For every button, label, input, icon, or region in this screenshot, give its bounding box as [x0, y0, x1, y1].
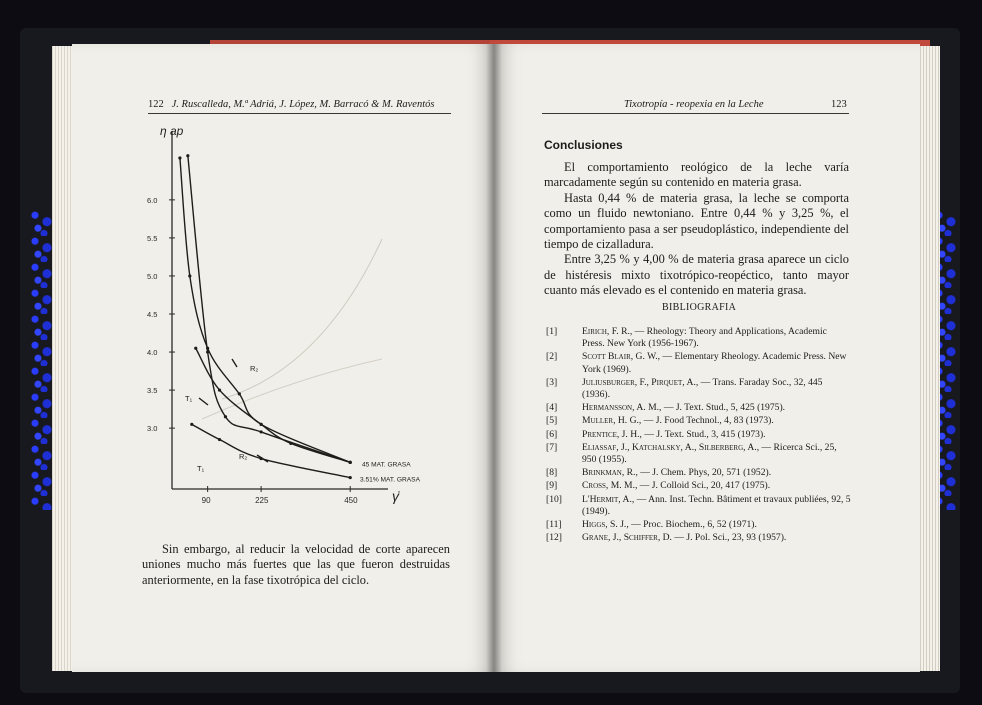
- reference-number: [1]: [546, 326, 558, 337]
- paragraph: Hasta 0,44 % de materia grasa, la leche se comporta como un fluido newtoniano. Entre 0,44 % y 3,25 %, el comportamiento pasa a ser pseudoplástico, independiente del tiempo de cizalladura.: [544, 190, 849, 252]
- reference-authors: Eliassaf, J., Katchalsky, A., Silberberg, A.,: [582, 441, 760, 453]
- caption-text: Sin embargo, al reducir la velocidad de corte aparecen uniones mucho más fuertes que las que fueron destruidas anteriormente, en la fase tixotrópica del ciclo.: [142, 542, 450, 587]
- direction-arrow: [232, 359, 237, 367]
- data-point: [260, 430, 263, 433]
- x-axis-label: γ̇: [392, 488, 399, 504]
- page-stack-right: [918, 46, 940, 671]
- reference-item: [546, 480, 851, 492]
- y-tick-label: 3.0: [147, 424, 158, 434]
- reference-authors: Hermansson, A. M.,: [582, 402, 662, 414]
- reference-authors: Cross, M. M.,: [582, 480, 638, 492]
- y-tick-label: 4.0: [147, 348, 158, 358]
- data-point: [194, 347, 197, 350]
- annotation-label: 3.51% MAT. GRASA: [360, 476, 420, 484]
- annotation-label: T₁: [185, 394, 193, 403]
- reference-number: [11]: [546, 519, 562, 531]
- show-through-line: [202, 359, 382, 419]
- reference-item: [546, 467, 851, 479]
- left-page-number: 122: [148, 99, 164, 110]
- y-tick-label: 5.5: [147, 233, 158, 243]
- right-page-number: 123: [831, 99, 847, 110]
- data-point: [349, 476, 352, 479]
- y-tick-label: 6.0: [147, 195, 158, 205]
- conclusions-text: [544, 160, 849, 299]
- reference-number: [4]: [546, 402, 558, 414]
- reference-authors: Prentice, J. H.,: [582, 428, 642, 440]
- left-running-head: [148, 99, 434, 110]
- reference-number: [12]: [546, 532, 562, 544]
- data-point: [289, 442, 292, 445]
- reference-item: [546, 429, 851, 441]
- annotation-label: 45 MAT. GRASA: [362, 461, 411, 469]
- right-head-rule: [542, 113, 849, 114]
- viscosity-chart: [142, 119, 442, 539]
- reference-item: [546, 402, 851, 414]
- reference-authors: L'Hermit, A.,: [582, 493, 635, 505]
- reference-item: [546, 415, 851, 427]
- reference-number: [3]: [546, 376, 558, 388]
- spine-shadow: [486, 44, 502, 672]
- x-tick-label: 450: [344, 496, 358, 505]
- reference-authors: Scott Blair, G. W.,: [582, 351, 661, 363]
- data-point: [188, 274, 191, 277]
- reference-authors: Muller, H. G.,: [582, 415, 642, 427]
- y-axis-label: η ap: [160, 124, 184, 138]
- reference-authors: Brinkman, R.,: [582, 467, 638, 479]
- show-through-line: [222, 239, 382, 399]
- data-point: [218, 438, 221, 441]
- reference-details: — Ann. Inst. Techn. Bâtiment et travaux publiées, 92, 5 (1949).: [582, 493, 851, 517]
- series-line-1: [188, 156, 350, 463]
- caption-paragraph: [142, 542, 450, 588]
- data-point: [260, 423, 263, 426]
- reference-details: — J. Chem. Phys, 20, 571 (1952).: [637, 467, 772, 479]
- reference-details: — J. Colloid Sci., 20, 417 (1975).: [637, 480, 771, 492]
- data-point: [349, 461, 352, 464]
- reference-authors: Eirich, F. R.,: [582, 326, 633, 337]
- data-point: [178, 156, 181, 159]
- reference-list: [546, 326, 851, 545]
- reference-number: [2]: [546, 351, 558, 363]
- reference-details: — J. Text. Stud., 3, 415 (1973).: [641, 428, 766, 440]
- reference-item: [546, 442, 851, 466]
- reference-item: [546, 351, 851, 375]
- reference-number: [9]: [546, 480, 558, 492]
- right-page: [494, 44, 920, 672]
- reference-item: [546, 519, 851, 531]
- reference-details: — Rheology: Theory and Applications, Academic Press. New York (1956-1967).: [582, 326, 827, 350]
- data-point: [218, 388, 221, 391]
- reference-details: — Proc. Biochem., 6, 52 (1971).: [628, 519, 757, 531]
- reference-details: — J. Food Technol., 4, 83 (1973).: [641, 415, 774, 427]
- x-tick-label: 225: [255, 496, 269, 505]
- annotation-label: R₂: [250, 364, 259, 373]
- data-point: [224, 415, 227, 418]
- paragraph: Entre 3,25 % y 4,00 % de materia grasa aparece un ciclo de histéresis mixto tixotrópico-reopéctico, tanto mayor cuanto más elevado es el contenido en materia grasa.: [544, 252, 849, 298]
- reference-authors: Juliusburger, F., Pirquet, A.,: [582, 376, 699, 388]
- reference-details: — Trans. Faraday Soc., 32, 445 (1936).: [582, 376, 823, 401]
- series-line-2: [180, 158, 350, 462]
- reference-details: — Ricerca Sci., 25, 950 (1955).: [582, 441, 837, 466]
- annotation-label: R₂: [239, 452, 248, 461]
- left-page: [72, 44, 494, 672]
- annotation-label: T₁: [197, 464, 205, 473]
- section-heading: Conclusiones: [544, 138, 623, 152]
- data-point: [186, 154, 189, 157]
- reference-item: [546, 494, 851, 518]
- y-tick-label: 4.5: [147, 310, 158, 319]
- reference-authors: Higgs, S. J.,: [582, 519, 629, 531]
- reference-authors: Grane, J., Schiffer, D.: [582, 532, 672, 544]
- left-running-head-text: J. Ruscalleda, M.ª Adriá, J. López, M. Barracó & M. Raventós: [171, 99, 435, 110]
- data-point: [238, 392, 241, 395]
- x-tick-label: 90: [201, 496, 211, 505]
- reference-number: [10]: [546, 493, 562, 505]
- y-tick-label: 5.0: [147, 271, 158, 281]
- reference-number: [6]: [546, 428, 558, 440]
- reference-details: — J. Pol. Sci., 23, 93 (1957).: [671, 532, 787, 544]
- reference-details: — J. Text. Stud., 5, 425 (1975).: [661, 402, 786, 414]
- data-point: [206, 347, 209, 350]
- paragraph: El comportamiento reológico de la leche varía marcadamente según su contenido en materia grasa.: [544, 160, 849, 190]
- reference-item: [546, 326, 851, 350]
- y-tick-label: 3.5: [147, 386, 158, 396]
- right-running-head-text: Tixotropía - reopexia en la Leche: [624, 99, 764, 110]
- reference-number: [8]: [546, 467, 558, 479]
- left-head-rule: [148, 113, 451, 114]
- direction-arrow: [199, 398, 208, 405]
- reference-details: — Elementary Rheology. Academic Press. New York (1969).: [582, 351, 847, 375]
- bibliography-title: BIBLIOGRAFIA: [662, 302, 737, 313]
- reference-number: [5]: [546, 415, 558, 427]
- reference-item: [546, 532, 851, 544]
- data-point: [190, 423, 193, 426]
- reference-number: [7]: [546, 441, 558, 453]
- reference-item: [546, 377, 851, 401]
